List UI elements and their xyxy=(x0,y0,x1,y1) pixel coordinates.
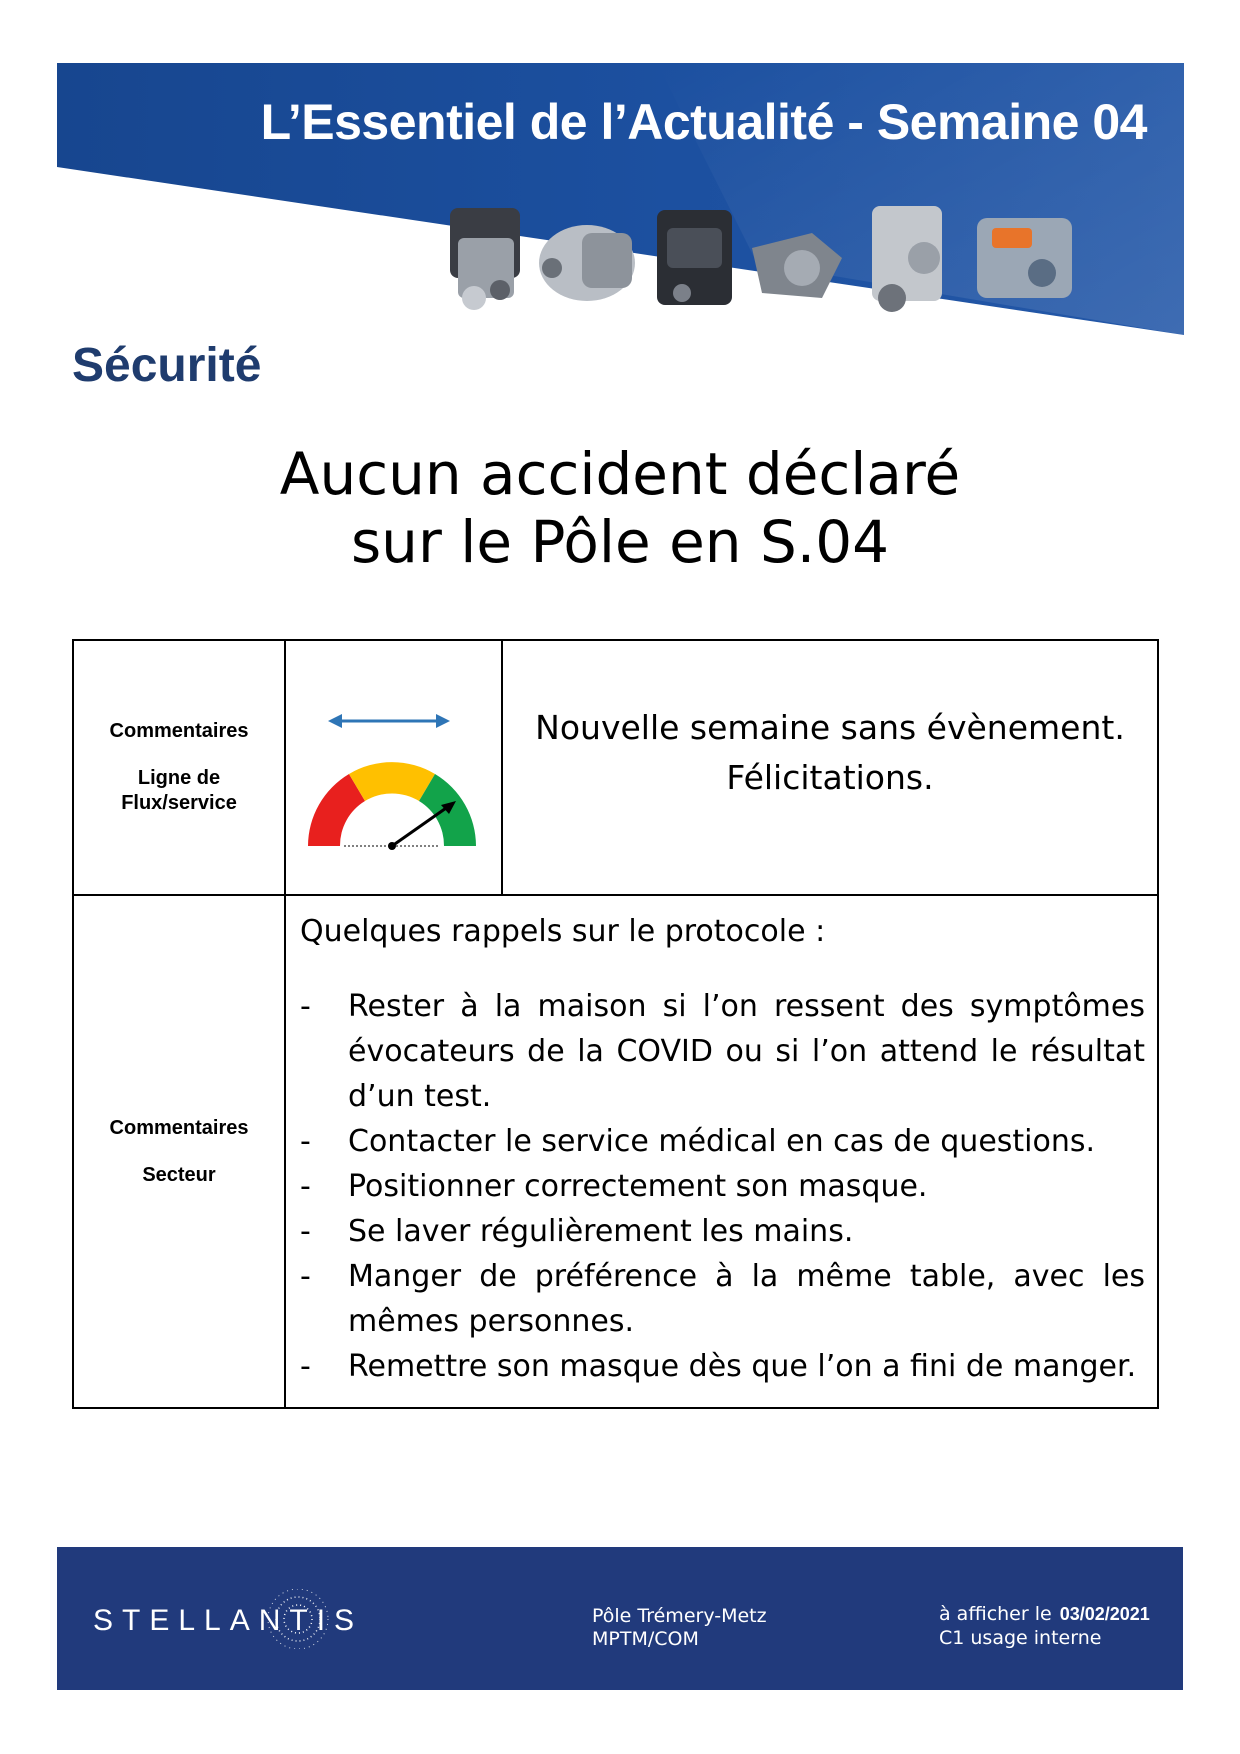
electric-motor-icon xyxy=(977,218,1072,298)
comments-table xyxy=(72,639,1159,1409)
reminders-intro: Quelques rappels sur le protocole : xyxy=(300,914,826,949)
reminders-cell xyxy=(300,909,1150,1399)
row2-label-line2: Secteur xyxy=(142,1163,216,1186)
header-banner xyxy=(57,63,1184,335)
row1-label-line3: Flux/service xyxy=(121,792,237,814)
display-info xyxy=(939,1602,1150,1650)
pole-info xyxy=(592,1605,767,1651)
footer xyxy=(57,1547,1183,1690)
row2-label-title: Commentaires xyxy=(109,1116,249,1139)
gearbox-1-icon xyxy=(539,225,635,301)
engine-images xyxy=(432,198,1184,328)
double-arrow-icon xyxy=(328,714,450,728)
reminders-list xyxy=(300,984,1145,1389)
engine-3-icon xyxy=(872,206,942,312)
pole-code: MPTM/COM xyxy=(592,1628,699,1650)
headline xyxy=(150,440,1090,576)
row1-label-title: Commentaires xyxy=(109,720,249,742)
row1-message-line1: Nouvelle semaine sans évènement. xyxy=(535,707,1125,747)
list-item: - Se laver régulièrement les mains. xyxy=(300,1214,854,1249)
list-item: - Contacter le service médical en cas de questions. xyxy=(300,1124,1096,1159)
row1-label xyxy=(74,641,284,894)
row1-label-line2: Ligne de xyxy=(137,767,221,789)
classification: C1 usage interne xyxy=(939,1627,1102,1649)
headline-line-2: sur le Pôle en S.04 xyxy=(350,508,890,576)
row2-label xyxy=(74,896,284,1407)
engine-2-icon xyxy=(657,210,732,305)
page-title: L’Essentiel de l’Actualité - Semaine 04 xyxy=(260,94,1147,150)
list-item: - Positionner correctement son masque. xyxy=(300,1169,928,1204)
display-label: à afficher le xyxy=(939,1603,1052,1625)
brand-name: STELLANTIS xyxy=(93,1604,364,1637)
list-item: - Manger de préférence à la même table, avec les mêmes personnes. xyxy=(300,1259,1145,1339)
engine-1-icon xyxy=(450,208,520,310)
gauge-cell xyxy=(286,641,501,894)
display-date: 03/02/2021 xyxy=(1059,1604,1150,1624)
row1-message-line2: Félicitations. xyxy=(726,757,934,797)
gearbox-2-icon xyxy=(752,233,842,298)
stellantis-logo xyxy=(93,1589,473,1649)
list-item: - Remettre son masque dès que l’on a fini de manger. xyxy=(300,1349,1137,1384)
gauge-icon xyxy=(286,641,501,894)
pole-name: Pôle Trémery-Metz xyxy=(592,1605,767,1627)
row1-message xyxy=(503,641,1157,894)
headline-line-1: Aucun accident déclaré xyxy=(279,440,961,508)
list-item: - Rester à la maison si l’on ressent des symptômes évocateurs de la COVID ou si l’on attend le résultat d’un test. xyxy=(300,989,1145,1114)
section-title: Sécurité xyxy=(72,339,262,392)
